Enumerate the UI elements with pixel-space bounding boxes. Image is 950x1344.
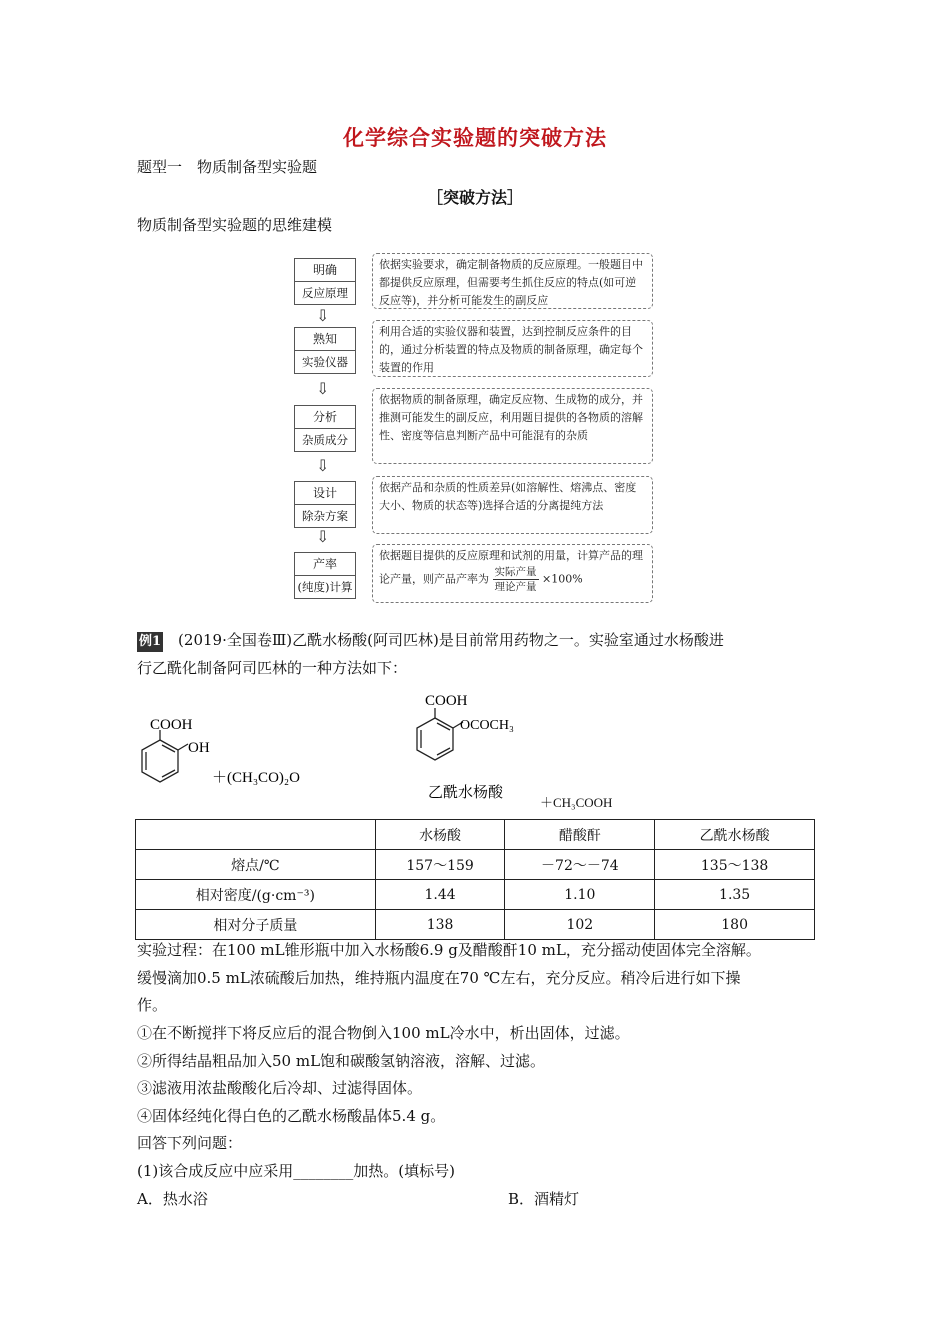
fraction-multiplier: ×100%: [542, 572, 583, 586]
product-name: 乙酰水杨酸: [428, 784, 504, 801]
flow-step-top: 设计: [295, 482, 355, 505]
table-cell: 135～138: [655, 850, 815, 880]
question-1: (1)该合成反应中应采用________加热。(填标号): [137, 1162, 455, 1180]
salicylic-acid-ring: [142, 730, 188, 782]
flow-step-4: [294, 481, 356, 528]
flow-step-bottom: (纯度)计算: [297, 580, 353, 594]
flow-step-2: [294, 327, 356, 374]
down-arrow-icon: ⇩: [316, 379, 330, 398]
down-arrow-icon: ⇩: [316, 306, 330, 325]
table-row: [136, 850, 815, 880]
table-cell: 102: [505, 910, 655, 940]
method-header: ［突破方法］: [426, 188, 523, 207]
table-cell: 1.44: [375, 880, 505, 910]
procedure-step: ④固体经纯化得白色的乙酰水杨酸晶体5.4 g。: [137, 1107, 446, 1125]
fraction-numerator: 实际产量: [494, 566, 537, 578]
procedure-step: ③滤液用浓盐酸酸化后冷却、过滤得固体。: [137, 1079, 423, 1097]
table-cell: 157～159: [375, 850, 505, 880]
table-cell: 180: [655, 910, 815, 940]
flow-step-top: 分析: [295, 406, 355, 429]
flow-step-3: [294, 405, 356, 452]
flow-step-top: 明确: [295, 259, 355, 282]
flow-step-bottom: 反应原理: [302, 286, 348, 300]
table-header-cell: 水杨酸: [375, 820, 505, 850]
flow-step-bottom: 除杂方案: [302, 509, 348, 523]
procedure-line: 缓慢滴加0.5 mL浓硫酸后加热，维持瓶内温度在70 ℃左右，充分反应。稍冷后进行如下操: [137, 969, 741, 987]
table-cell: 相对密度/(g·cm⁻³): [136, 880, 376, 910]
r1-oh: OH: [188, 740, 210, 756]
table-cell: 1.35: [655, 880, 815, 910]
flow-step-top: 熟知: [295, 328, 355, 351]
example-line-2: 行乙酰化制备阿司匹林的一种方法如下：: [137, 659, 408, 677]
down-arrow-icon: ⇩: [316, 456, 330, 475]
p-ococh3: OCOCH₃: [460, 718, 514, 733]
example-text: (2019·全国卷Ⅲ)乙酰水杨酸(阿司匹林)是目前常用药物之一。实验室通过水杨酸进: [163, 631, 724, 649]
down-arrow-icon: ⇩: [316, 527, 330, 546]
table-cell: －72～－74: [505, 850, 655, 880]
flow-step-1: [294, 258, 356, 305]
flow-desc-5: [372, 544, 653, 603]
properties-table: [135, 819, 815, 940]
r1-cooh: COOH: [150, 717, 193, 733]
table-cell: 138: [375, 910, 505, 940]
flow-desc-3: 依据物质的制备原理，确定反应物、生成物的成分，并推测可能发生的副反应，利用题目提供的各物质的溶解性、密度等信息判断产品中可能混有的杂质: [372, 388, 653, 464]
table-header-cell: [136, 820, 376, 850]
flow-desc-4: 依据产品和杂质的性质差异(如溶解性、熔沸点、密度大小、物质的状态等)选择合适的分离提纯方法: [372, 476, 653, 534]
example-line-1: [137, 630, 724, 652]
procedure-step: ②所得结晶粗品加入50 mL饱和碳酸氢钠溶液，溶解、过滤。: [137, 1052, 546, 1070]
option-a: A．热水浴: [137, 1190, 208, 1208]
flow-step-top: 产率: [295, 553, 355, 576]
table-cell: 熔点/℃: [136, 850, 376, 880]
page-title: 化学综合实验题的突破方法: [343, 125, 607, 150]
fraction-denominator: 理论产量: [494, 581, 537, 593]
aspirin-ring: [417, 708, 463, 760]
section-heading: 题型一 物质制备型实验题: [137, 158, 318, 176]
byproduct: ＋CH₃COOH: [540, 795, 613, 810]
procedure-line: 作。: [137, 996, 168, 1014]
table-header-cell: 乙酰水杨酸: [655, 820, 815, 850]
procedure-step: ①在不断搅拌下将反应后的混合物倒入100 mL冷水中，析出固体，过滤。: [137, 1024, 630, 1042]
procedure-line: 实验过程：在100 mL锥形瓶中加入水杨酸6.9 g及醋酸酐10 mL，充分摇动使固体完全溶解。: [137, 941, 761, 959]
flow-step-bottom: 实验仪器: [302, 355, 348, 369]
table-header-row: [136, 820, 815, 850]
option-b: B．酒精灯: [508, 1190, 580, 1208]
yield-fraction: [493, 565, 539, 594]
table-cell: 1.10: [505, 880, 655, 910]
flow-desc-1: 依据实验要求，确定制备物质的反应原理。一般题目中都提供反应原理，但需要考生抓住反应的特点(如可逆反应等)，并分析可能发生的副反应: [372, 253, 653, 309]
flow-step-bottom: 杂质成分: [302, 433, 348, 447]
subtitle: 物质制备型实验题的思维建模: [137, 216, 333, 234]
example-label: 例1: [137, 632, 163, 652]
flow-step-5: [294, 552, 356, 599]
flow-desc-text: 依据题目提供的反应原理和试剂的用量，计算产品的理论产量，则产品产率为: [379, 549, 643, 586]
question-intro: 回答下列问题：: [137, 1134, 243, 1152]
table-cell: 相对分子质量: [136, 910, 376, 940]
table-row: [136, 880, 815, 910]
table-row: [136, 910, 815, 940]
p-cooh: COOH: [425, 693, 468, 709]
acetic-anhydride: ＋(CH₃CO)₂O: [212, 770, 300, 786]
table-header-cell: 醋酸酐: [505, 820, 655, 850]
flow-desc-2: 利用合适的实验仪器和装置，达到控制反应条件的目的，通过分析装置的特点及物质的制备原理，确定每个装置的作用: [372, 320, 653, 377]
